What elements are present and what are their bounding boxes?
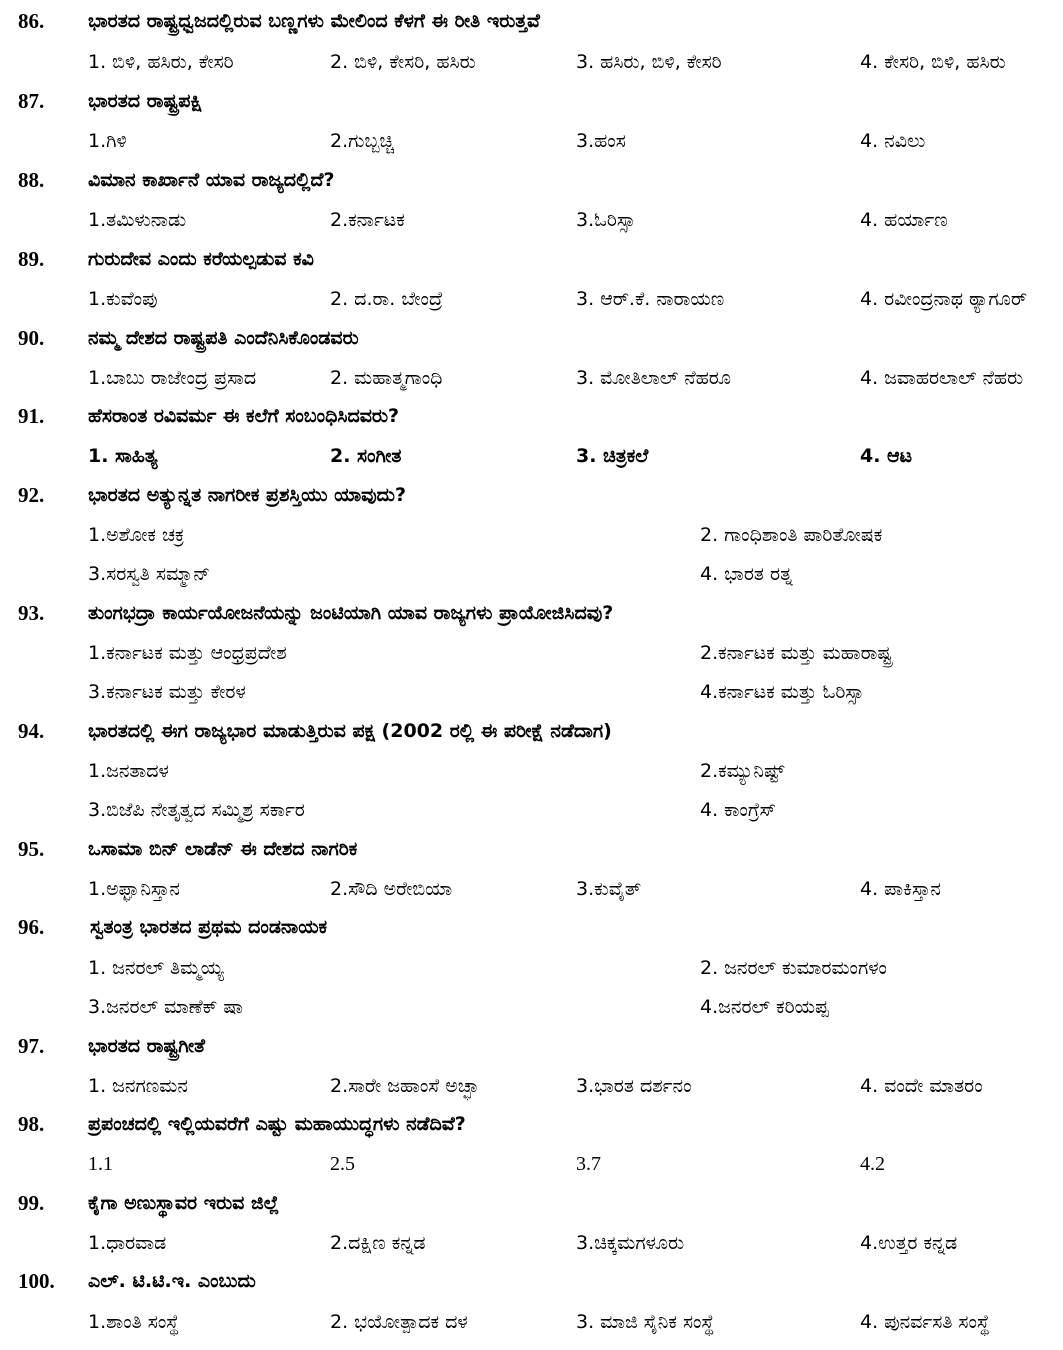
option-3: 3.ಸರಸ್ವತಿ ಸಮ್ಮಾನ್ <box>88 563 211 585</box>
question-text: ವಿಮಾನ ಕಾರ್ಖಾನೆ ಯಾವ ರಾಜ್ಯದಲ್ಲಿದೆ? <box>88 169 335 191</box>
question-number: 94. <box>18 719 45 743</box>
option-2: 2.ಕರ್ನಾಟಕ ಮತ್ತು ಮಹಾರಾಷ್ಟ್ರ <box>700 642 893 664</box>
question-97 <box>0 1029 1063 1063</box>
question-100 <box>0 1264 1063 1298</box>
option-2: 2. ಮಹಾತ್ಮಗಾಂಧಿ <box>330 367 443 389</box>
option-1: 1.ಗಿಳಿ <box>88 130 127 152</box>
question-96 <box>0 910 1063 944</box>
question-number: 98. <box>18 1112 45 1136</box>
options-92-a <box>0 517 1063 551</box>
options-93-a <box>0 635 1063 669</box>
question-91 <box>0 399 1063 433</box>
question-text: ಹೆಸರಾಂತ ರವಿವರ್ಮ ಈ ಕಲೆಗೆ ಸಂಬಂಧಿಸಿದವರು? <box>88 405 400 427</box>
option-2: 2. ಗಾಂಧಿಶಾಂತಿ ಪಾರಿತೋಷಕ <box>700 524 883 546</box>
option-4: 4. ವಂದೇ ಮಾತರಂ <box>860 1075 983 1097</box>
question-number: 99. <box>18 1191 45 1215</box>
option-1: 1.ಅಶೋಕ ಚಕ್ರ <box>88 524 185 546</box>
question-text: ಭಾರತದ ರಾಷ್ಟ್ರಧ್ವಜದಲ್ಲಿರುವ ಬಣ್ಣಗಳು ಮೇಲಿಂದ ಕೆಳಗೆ ಈ ರೀತಿ ಇರುತ್ತವೆ <box>88 10 540 32</box>
option-2: 2. ಬಿಳಿ, ಕೇಸರಿ, ಹಸಿರು <box>330 51 476 73</box>
option-3: 3.ಕರ್ನಾಟಕ ಮತ್ತು ಕೇರಳ <box>88 681 246 703</box>
option-2: 2.ಕಮ್ಯುನಿಷ್ಟ್ <box>700 760 785 782</box>
question-number: 97. <box>18 1034 45 1058</box>
question-number: 87. <box>18 89 45 113</box>
options-94-b <box>0 792 1063 826</box>
option-2: 2. ಭಯೋತ್ಪಾದಕ ದಳ <box>330 1311 468 1333</box>
question-90 <box>0 321 1063 355</box>
option-1: 1.ತಮಿಳುನಾಡು <box>88 209 187 231</box>
question-number: 91. <box>18 404 45 428</box>
question-98 <box>0 1107 1063 1141</box>
question-86 <box>0 4 1063 38</box>
question-number: 95. <box>18 837 45 861</box>
option-2: 2. ದ.ರಾ. ಬೇಂದ್ರೆ <box>330 288 443 310</box>
option-4: 4. ರವೀಂದ್ರನಾಥ ಠ್ಯಾಗೂರ್ <box>860 288 1028 310</box>
question-number: 90. <box>18 326 45 350</box>
question-text: ಕೈಗಾ ಅಣುಸ್ಥಾವರ ಇರುವ ಜಿಲ್ಲೆ <box>88 1192 280 1214</box>
option-1: 1.ಬಾಬು ರಾಜೇಂದ್ರ ಪ್ರಸಾದ <box>88 367 257 389</box>
option-3: 3.ಭಾರತ ದರ್ಶನಂ <box>576 1075 692 1097</box>
question-text: ಭಾರತದ ಅತ್ಯುನ್ನತ ನಾಗರೀಕ ಪ್ರಶಸ್ತಿಯು ಯಾವುದು? <box>88 484 406 506</box>
option-2: 2.ಸೌದಿ ಅರೇಬಿಯಾ <box>330 878 453 900</box>
option-4: 4. ಆಟ <box>860 445 912 467</box>
question-text: ತುಂಗಭದ್ರಾ ಕಾರ್ಯಯೋಜನೆಯನ್ನು ಜಂಟಿಯಾಗಿ ಯಾವ ರಾಜ್ಯಗಳು ಪ್ರಾಯೋಜಿಸಿದವು? <box>88 602 614 624</box>
question-87 <box>0 84 1063 118</box>
question-number: 100. <box>18 1269 55 1293</box>
question-number: 92. <box>18 483 45 507</box>
option-3: 3.ಚಿಕ್ಕಮಗಳೂರು <box>576 1232 685 1254</box>
question-text: ನಮ್ಮ ದೇಶದ ರಾಷ್ಟ್ರಪತಿ ಎಂದೆನಿಸಿಕೊಂಡವರು <box>88 327 359 349</box>
option-4: 4. ಕಾಂಗ್ರೆಸ್ <box>700 799 776 821</box>
options-95 <box>0 871 1063 905</box>
option-3: 3.7 <box>576 1153 601 1175</box>
option-1: 1.ಅಫ್ಘಾನಿಸ್ತಾನ <box>88 878 180 900</box>
options-90 <box>0 360 1063 394</box>
options-92-b <box>0 556 1063 590</box>
options-97 <box>0 1068 1063 1102</box>
question-text: ಗುರುದೇವ ಎಂದು ಕರೆಯಲ್ಪಡುವ ಕವಿ <box>88 248 314 270</box>
question-number: 89. <box>18 247 45 271</box>
option-3: 3. ಮೋತಿಲಾಲ್ ನೆಹರೂ <box>576 367 731 389</box>
option-3: 3.ಹಂಸ <box>576 130 626 152</box>
question-number: 88. <box>18 168 45 192</box>
options-87 <box>0 123 1063 157</box>
option-4: 4. ನವಿಲು <box>860 130 926 152</box>
option-4: 4. ಕೇಸರಿ, ಬಿಳಿ, ಹಸಿರು <box>860 51 1006 73</box>
options-86 <box>0 44 1063 78</box>
option-1: 1.ಜನತಾದಳ <box>88 760 169 782</box>
option-1: 1.ಕರ್ನಾಟಕ ಮತ್ತು ಆಂಧ್ರಪ್ರದೇಶ <box>88 642 287 664</box>
question-number: 93. <box>18 601 45 625</box>
question-text: ಒಸಾಮಾ ಬಿನ್ ಲಾಡೆನ್ ಈ ದೇಶದ ನಾಗರಿಕ <box>88 838 358 860</box>
options-98 <box>0 1146 1063 1180</box>
option-3: 3. ಚಿತ್ರಕಲೆ <box>576 445 649 467</box>
options-96-a <box>0 950 1063 984</box>
option-1: 1. ಜನಗಣಮನ <box>88 1075 188 1097</box>
question-92 <box>0 478 1063 512</box>
option-2: 2. ಜನರಲ್ ಕುಮಾರಮಂಗಳಂ <box>700 957 887 979</box>
options-89 <box>0 281 1063 315</box>
option-1: 1. ಬಿಳಿ, ಹಸಿರು, ಕೇಸರಿ <box>88 51 234 73</box>
option-3: 3. ಮಾಜಿ ಸೈನಿಕ ಸಂಸ್ಥೆ <box>576 1311 715 1333</box>
question-text: ಭಾರತದಲ್ಲಿ ಈಗ ರಾಜ್ಯಭಾರ ಮಾಡುತ್ತಿರುವ ಪಕ್ಷ (2002 ರಲ್ಲಿ ಈ ಪರೀಕ್ಷೆ ನಡೆದಾಗ) <box>88 720 612 742</box>
option-1: 1.ಧಾರವಾಡ <box>88 1232 167 1254</box>
option-2: 2.ದಕ್ಷಿಣ ಕನ್ನಡ <box>330 1232 426 1254</box>
question-text: ಪ್ರಪಂಚದಲ್ಲಿ ಇಲ್ಲಿಯವರೆಗೆ ಎಷ್ಟು ಮಹಾಯುದ್ಧಗಳು ನಡೆದಿವೆ? <box>88 1113 466 1135</box>
option-1: 1.ಕುವೆಂಪು <box>88 288 158 310</box>
question-number: 96. <box>18 915 45 939</box>
option-3: 3.ಜನರಲ್ ಮಾಣೆಕ್ ಷಾ <box>88 996 243 1018</box>
options-88 <box>0 202 1063 236</box>
option-4: 4.ಜನರಲ್ ಕರಿಯಪ್ಪ <box>700 996 829 1018</box>
option-1: 1.ಶಾಂತಿ ಸಂಸ್ಥೆ <box>88 1311 180 1333</box>
option-3: 3.ಬಿಜೆಪಿ ನೇತೃತ್ವದ ಸಮ್ಮಿಶ್ರ ಸರ್ಕಾರ <box>88 799 305 821</box>
options-91 <box>0 438 1063 472</box>
question-89 <box>0 242 1063 276</box>
option-3: 3. ಹಸಿರು, ಬಿಳಿ, ಕೇಸರಿ <box>576 51 722 73</box>
option-4: 4. ಪುನರ್ವಸತಿ ಸಂಸ್ಥೆ <box>860 1311 990 1333</box>
option-4: 4. ಜವಾಹರಲಾಲ್ ನೆಹರು <box>860 367 1024 389</box>
option-4: 4.ಕರ್ನಾಟಕ ಮತ್ತು ಓರಿಸ್ಸಾ <box>700 681 865 703</box>
question-text: ಎಲ್. ಟಿ.ಟಿ.ಇ. ಎಂಬುದು <box>88 1270 256 1292</box>
options-100 <box>0 1304 1063 1338</box>
option-4: 4. ಪಾಕಿಸ್ತಾನ <box>860 878 941 900</box>
options-94-a <box>0 753 1063 787</box>
question-text: ಭಾರತದ ರಾಷ್ಟ್ರಗೀತೆ <box>88 1035 206 1057</box>
option-4: 4.2 <box>860 1153 885 1175</box>
question-text: ಸ್ವತಂತ್ರ ಭಾರತದ ಪ್ರಥಮ ದಂಡನಾಯಕ <box>90 916 328 938</box>
option-3: 3.ಕುವೈತ್ <box>576 878 642 900</box>
option-3: 3.ಓರಿಸ್ಸಾ <box>576 209 636 231</box>
question-94 <box>0 714 1063 748</box>
option-1: 1.1 <box>88 1153 113 1175</box>
options-96-b <box>0 989 1063 1023</box>
option-2: 2.ಗುಬ್ಬಚ್ಚಿ <box>330 130 395 152</box>
option-1: 1. ಸಾಹಿತ್ಯ <box>88 445 158 467</box>
question-88 <box>0 163 1063 197</box>
option-2: 2.5 <box>330 1153 355 1175</box>
options-93-b <box>0 674 1063 708</box>
option-4: 4. ಭಾರತ ರತ್ನ <box>700 563 793 585</box>
option-2: 2. ಸಂಗೀತ <box>330 445 402 467</box>
question-text: ಭಾರತದ ರಾಷ್ಟ್ರಪಕ್ಷಿ <box>88 90 203 112</box>
question-95 <box>0 832 1063 866</box>
question-93 <box>0 596 1063 630</box>
option-2: 2.ಸಾರೇ ಜಹಾಂಸೆ ಅಚ್ಛಾ <box>330 1075 479 1097</box>
option-1: 1. ಜನರಲ್ ತಿಮ್ಮಯ್ಯ <box>88 957 224 979</box>
question-number: 86. <box>18 9 45 33</box>
question-99 <box>0 1186 1063 1220</box>
option-4: 4.ಉತ್ತರ ಕನ್ನಡ <box>860 1232 958 1254</box>
options-99 <box>0 1225 1063 1259</box>
option-3: 3. ಆರ್.ಕೆ. ನಾರಾಯಣ <box>576 288 725 310</box>
option-2: 2.ಕರ್ನಾಟಕ <box>330 209 405 231</box>
option-4: 4. ಹರ್ಯಾಣ <box>860 209 948 231</box>
